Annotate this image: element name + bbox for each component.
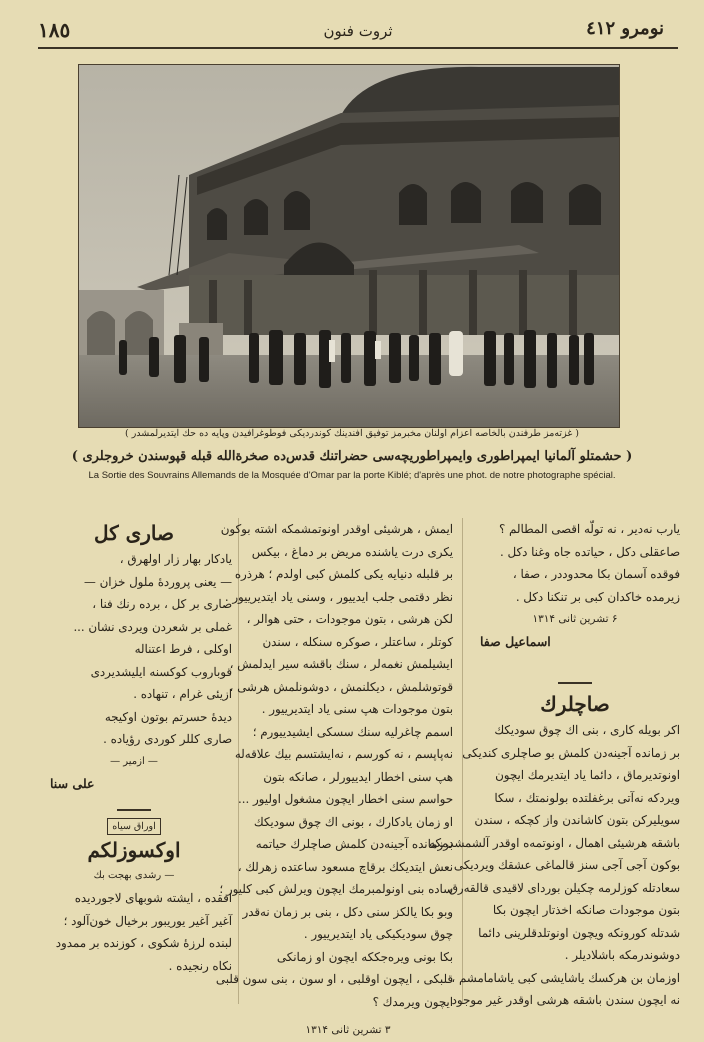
article-line: ایچون ویرمدك ؟ (372, 994, 453, 1009)
poem-line: یادکار بهار زار اولهرق ، (119, 552, 232, 566)
poem-line: آغیر آغیر یوریبور برخیال خون‌آلود ؛ (63, 913, 232, 928)
article-line: ایمش ، هرشیئی اوقدر اونوتمشمکه اشته بوکون (220, 522, 453, 536)
poem-line: دیدۀ حسرتم بوتون اوکیجه (104, 709, 232, 724)
article-line: چوق سودیکیکی یاد ایتدیرییور . (303, 927, 453, 941)
article-line: نه ایچون سندن باشقه هرشی اوقدر غیر موجود (451, 993, 680, 1007)
poem-line: افقده ، ایشته شوبهای لاجوردیده (74, 891, 232, 905)
photo-credit-caption: ( غزته‌مز طرفندن بالخاصه اعزام اولنان مخبرمز توفیق افندینك كوندردیکی فوطوغرافیدن وپایه ده حك ایتدیرلمشدر ) (124, 428, 580, 439)
article-line: اونوتدیرماق ، دائما یاد ایتدیرمك ایچون (495, 768, 680, 782)
header-rule (38, 47, 678, 49)
article-line: بوکون آجی آجی سنز قالماغی عشقك ویردیکی (453, 858, 680, 872)
poem-place: — ازمیر — (110, 755, 158, 767)
left-column (36, 518, 232, 1012)
middle-column (215, 518, 453, 1036)
article-line: بر زمانده آجینه‌دن کلمش بو صاچلری کندیکی (462, 745, 680, 760)
article-line: بر قلبله دنیایه یکی کلمش کبی اولدم ؛ هرذره (234, 567, 453, 581)
article-line: قلبکی ، ایچون اوقلبی ، او سون ، بنی سون قلبی (215, 972, 453, 986)
article-line: نعش ایتدیکك برقاچ مسعود ساعتده زهرلك ، (237, 859, 453, 874)
article-line: سویلیرکن بتون کاشاندن واز کچکه ، سندن (474, 813, 680, 827)
poem-title: اوکسوزلکم (87, 837, 181, 862)
article-line: قوتوشلمش ، دیکلنمش ، دوشونلمش هرشی ، (229, 679, 453, 694)
article-line: باشقه هرشیئی اهمال ، اونوتمه‌ه اوقدر آلشمشدمکه (429, 835, 680, 850)
poem-line: غملی بر شعردن ویردی نشان ... (73, 619, 232, 634)
article-line: ویردکه نه‌آتی برغفلتده بولونمتك ، سکا (494, 790, 680, 805)
ornament-divider (36, 802, 232, 816)
article-line: ساده بنی اونولمبرمك ایچون ویرلش کبی کلیور ؛ (219, 882, 453, 896)
poem-line: — یعنی پروردۀ ملول خزان — (84, 574, 232, 589)
article-line: اسمم چاغرلیه سنك سسکی ایشیدییورم ؛ (252, 724, 453, 739)
right-column (429, 518, 680, 1012)
article-line: شدتله کورونکه ویچون اونوتلدقلرینی دائما (478, 925, 680, 940)
article-line: بکا بونی ویره‌جککه ایچون او زمانکی (276, 949, 453, 964)
poem-line: لبنده لرزۀ شکوی ، کوزنده بر ممدود (55, 936, 232, 950)
poem-line: صاعقلی دکل ، حیاتده جاه وغنا دکل . (500, 544, 680, 559)
article-title: صاچلرك (540, 692, 610, 716)
poem-line: زیرمده خاکدان کبی بر تنکنا دکل . (515, 589, 680, 604)
section-label: اوراق سیاه (107, 818, 161, 835)
issue-number: نومرو ٤١٢ (586, 18, 664, 39)
article-line: اکر بویله کاری ، بنی اك چوق سودیکك (494, 723, 680, 737)
photo-title-caption: ( حشمتلو آلمانیا ایمپراطوری وایمپراطوریچه‌سی حضراتنك قدس‌ده صخرة‌الله قبله قپوسندن خروجلری ) (71, 449, 633, 464)
poem-line: قوباروب کوکسنه ایلیشدیردی (90, 664, 232, 679)
poem-line: ازیئی غرام ، تنهاده . (133, 687, 232, 701)
article-line: حواسم سنی اخطار ایچون مشغول اولیور ... (237, 792, 453, 806)
journal-name: ثروت فنون (323, 22, 393, 40)
poem-line: صاری کللر کوردی رؤیاده . (103, 732, 232, 746)
ornament-divider (470, 675, 680, 689)
article-line: نظر دقتمی جلب ایدییور ، وسنی یاد ایتدیرییور . (224, 589, 453, 604)
article-line: دوشوندرمکه باشلادیلر . (564, 948, 680, 962)
article-line: وبو بکا یالکز سنی دکل ، بنی بر زمان نه‌قدر (242, 904, 453, 919)
poem-author: اسماعیل صفا (480, 633, 551, 649)
article-line: برزمانده آجینه‌دن کلمش صاچلرك حیاتمه (255, 837, 453, 851)
article-line: کوتلر ، ساعتلر ، صوکره سنکله ، سندن (262, 634, 453, 649)
poem-line: فوقده آسمان بکا محدوددر ، صفا ، (512, 567, 680, 581)
article-line: سعادتله کوزلرمه چکیلن بوردای لاقیدی قالقه‌رق (448, 880, 680, 895)
poem-subtitle: — رشدی بهجت بك (93, 869, 175, 881)
poem-date: ۶ تشرین ثانی ۱۳۱۴ (532, 613, 618, 625)
article-line: ایشیلمش نغمه‌لر ، سنك باقشه سیر ایدلمش ، (229, 657, 453, 671)
article-line: نه‌پاپسم ، نه کورسم ، نه‌ایشتسم بیك علاقه‌له (234, 747, 453, 761)
article-line: هپ سنی اخطار ایدییورلر ، صانکه بتون (263, 769, 453, 784)
article-line: اوزمان بن هرکسك یاشایشی کبی یاشامامشم ، (451, 970, 680, 985)
article-line: لکن هرشی ، بتون موجودات ، حتی هوالر ، (246, 612, 453, 626)
photo-french-caption: La Sortie des Souvrains Allemands de la Mosquée d'Omar par la porte Kiblé; d'après une phot. de notre photographe spécial. (88, 470, 616, 481)
article-line: بتون موجودات هپ سنی یاد ایتدیرییور . (261, 702, 453, 716)
page-number: ١٨٥ (38, 18, 71, 42)
dome-of-the-rock-photo (78, 64, 620, 428)
poem-author: علی سنا (50, 776, 95, 791)
page-header (38, 18, 678, 48)
article-line: او زمان یادکارك ، بونی اك چوق سودیکك (253, 814, 453, 829)
poem-title: صاری کل (93, 521, 175, 545)
article-line: یکری درت یاشنده مریض بر دماغ ، بیکس (251, 544, 453, 559)
poem-line: صاری بر کل ، برده رنك فنا ، (92, 597, 232, 611)
poem-line: نکاه رنجیده . (168, 958, 232, 973)
poem-line: یارب نه‌دیر ، نه تولّه اقصی المطالم ؟ (499, 522, 680, 536)
article-date: ۳ تشرین ثانی ۱۳۱۴ (305, 1024, 391, 1036)
article-line: بتون موجودات صانکه اخذتار ایچون بکا (492, 903, 680, 917)
poem-line: اوکلی ، فرط اعتناله (134, 642, 232, 656)
